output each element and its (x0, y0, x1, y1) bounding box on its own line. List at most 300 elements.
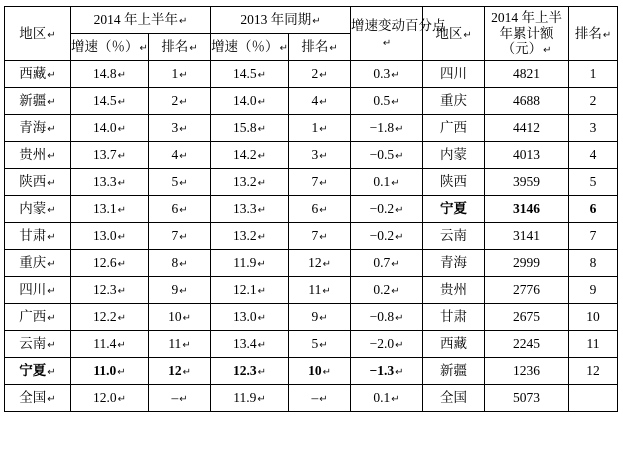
header-growth-2013-label: 增速（％） (211, 39, 279, 55)
paragraph-mark-icon: ↵ (179, 394, 188, 406)
cell-rank-right (569, 277, 618, 304)
paragraph-mark-icon: ↵ (117, 394, 126, 406)
cell-change-points-value: 0.1 (373, 174, 391, 190)
cell-amount (485, 169, 569, 196)
paragraph-mark-icon: ↵ (179, 16, 188, 28)
cell-rank-2013 (289, 115, 351, 142)
header-growth-2014 (71, 34, 149, 61)
cell-change-points (351, 358, 423, 385)
cell-region-left (5, 223, 71, 250)
paragraph-mark-icon: ↵ (319, 394, 328, 406)
paragraph-mark-icon: ↵ (117, 367, 126, 379)
cell-rank-2014-value: 2 (171, 93, 179, 109)
cell-growth-2014-value: 14.8 (92, 66, 117, 82)
table-row (5, 61, 618, 88)
cell-growth-2014-value: 14.0 (92, 120, 117, 136)
cell-rank-right (569, 223, 618, 250)
cell-amount-value: 4688 (513, 93, 541, 109)
cell-rank-2014 (149, 385, 211, 412)
cell-rank-right (569, 250, 618, 277)
table-row (5, 385, 618, 412)
paragraph-mark-icon: ↵ (47, 259, 56, 271)
cell-rank-2014 (149, 358, 211, 385)
cell-rank-2013 (289, 250, 351, 277)
cell-rank-2014-value: 6 (171, 201, 179, 217)
paragraph-mark-icon: ↵ (179, 259, 188, 271)
header-growth-2013 (211, 34, 289, 61)
cell-growth-2014-value: 11.4 (93, 336, 117, 352)
cell-amount-value: 2675 (513, 309, 541, 325)
cell-amount-value: 4821 (513, 66, 541, 82)
cell-region-left (5, 115, 71, 142)
header-group-2013same (211, 7, 351, 34)
cell-growth-2014-value: 14.5 (92, 93, 117, 109)
cell-change-points (351, 277, 423, 304)
cell-region-right-value: 青海 (440, 255, 468, 271)
cell-amount-value: 3146 (513, 201, 541, 217)
cell-region-right (423, 88, 485, 115)
paragraph-mark-icon: ↵ (319, 340, 328, 352)
header-group-2013same-label: 2013 年同期 (240, 12, 312, 28)
paragraph-mark-icon: ↵ (117, 178, 126, 190)
cell-growth-2013 (211, 304, 289, 331)
cell-rank-right (569, 331, 618, 358)
cell-rank-2014-value: 10 (168, 309, 182, 325)
header-rank-2014-label: 排名 (161, 39, 189, 55)
cell-rank-2014 (149, 277, 211, 304)
cell-growth-2014-value: 12.0 (92, 390, 117, 406)
cell-rank-right-value: 1 (589, 66, 597, 82)
cell-region-left-value: 西藏 (19, 66, 47, 82)
cell-rank-right-value: 6 (589, 201, 597, 217)
paragraph-mark-icon: ↵ (182, 313, 191, 325)
paragraph-mark-icon: ↵ (47, 232, 56, 244)
cell-region-right (423, 331, 485, 358)
cell-region-left (5, 61, 71, 88)
cell-rank-2013 (289, 88, 351, 115)
paragraph-mark-icon: ↵ (322, 367, 331, 379)
cell-rank-right (569, 196, 618, 223)
cell-rank-2014 (149, 169, 211, 196)
paragraph-mark-icon: ↵ (279, 43, 288, 55)
cell-rank-2014-value: 7 (171, 228, 179, 244)
cell-rank-2014-value: 11 (168, 336, 182, 352)
cell-rank-2014-value: 12 (168, 363, 182, 379)
paragraph-mark-icon: ↵ (179, 286, 188, 298)
cell-growth-2014-value: 13.1 (92, 201, 117, 217)
table-row (5, 331, 618, 358)
cell-amount-value: 2999 (513, 255, 541, 271)
cell-rank-2013-value: 3 (311, 147, 319, 163)
cell-amount-value: 3141 (513, 228, 541, 244)
cell-rank-right-value: 11 (586, 336, 600, 352)
cell-rank-right-value: 10 (586, 309, 600, 325)
cell-growth-2014-value: 12.2 (92, 309, 117, 325)
cell-rank-2014 (149, 304, 211, 331)
paragraph-mark-icon: ↵ (319, 178, 328, 190)
paragraph-mark-icon: ↵ (395, 367, 404, 379)
cell-change-points (351, 88, 423, 115)
cell-region-right-value: 陕西 (440, 174, 468, 190)
paragraph-mark-icon: ↵ (319, 313, 328, 325)
cell-change-points (351, 250, 423, 277)
cell-region-right-value: 广西 (440, 120, 468, 136)
cell-growth-2013-value: 14.5 (233, 66, 257, 82)
header-rank-right (569, 7, 618, 61)
header-region-right (423, 7, 485, 61)
paragraph-mark-icon: ↵ (319, 70, 328, 82)
table-row (5, 304, 618, 331)
paragraph-mark-icon: ↵ (117, 97, 126, 109)
paragraph-mark-icon: ↵ (395, 124, 404, 136)
cell-rank-2014-value: 5 (171, 174, 179, 190)
cell-rank-2013 (289, 196, 351, 223)
cell-growth-2014 (71, 277, 149, 304)
cell-region-right (423, 169, 485, 196)
table-row (5, 358, 618, 385)
cell-growth-2013-value: 13.2 (233, 228, 257, 244)
cell-region-right-value: 新疆 (440, 363, 468, 379)
table-body (5, 61, 618, 412)
cell-rank-2013-value: 7 (311, 228, 319, 244)
paragraph-mark-icon: ↵ (117, 151, 126, 163)
header-region-left-label: 地区 (19, 25, 47, 41)
paragraph-mark-icon: ↵ (117, 340, 126, 352)
paragraph-mark-icon: ↵ (179, 178, 188, 190)
cell-change-points-value: 0.2 (373, 282, 391, 298)
cell-growth-2014 (71, 331, 149, 358)
cell-growth-2014-value: 12.3 (92, 282, 117, 298)
cell-rank-2013-value: 5 (311, 336, 319, 352)
cell-growth-2014-value: 12.6 (92, 255, 117, 271)
paragraph-mark-icon: ↵ (391, 259, 400, 271)
paragraph-mark-icon: ↵ (47, 70, 56, 82)
cell-rank-right (569, 385, 618, 412)
paragraph-mark-icon: ↵ (47, 29, 56, 41)
cell-region-right-value: 全国 (440, 390, 468, 406)
cell-rank-2013 (289, 304, 351, 331)
paragraph-mark-icon: ↵ (463, 29, 472, 41)
cell-change-points-value: −0.2 (369, 228, 395, 244)
cell-amount (485, 88, 569, 115)
header-region-right-label: 地区 (435, 25, 463, 41)
cell-growth-2014 (71, 250, 149, 277)
paragraph-mark-icon: ↵ (179, 232, 188, 244)
paragraph-mark-icon: ↵ (395, 313, 404, 325)
cell-change-points (351, 142, 423, 169)
header-rank-2014 (149, 34, 211, 61)
cell-rank-right (569, 304, 618, 331)
cell-change-points-value: −0.5 (369, 147, 395, 163)
cell-growth-2013 (211, 115, 289, 142)
cell-region-right-value: 甘肃 (440, 309, 468, 325)
cell-rank-right (569, 169, 618, 196)
statistics-table (4, 6, 618, 412)
cell-rank-2014-value: 1 (171, 66, 179, 82)
cell-rank-2013-value: 10 (308, 363, 322, 379)
paragraph-mark-icon: ↵ (329, 43, 338, 55)
paragraph-mark-icon: ↵ (319, 151, 328, 163)
cell-rank-right (569, 61, 618, 88)
cell-rank-2013-value: 2 (311, 66, 319, 82)
paragraph-mark-icon: ↵ (182, 340, 191, 352)
cell-growth-2013 (211, 142, 289, 169)
cell-region-right (423, 115, 485, 142)
cell-rank-right (569, 142, 618, 169)
table-row (5, 142, 618, 169)
cell-change-points-value: −2.0 (369, 336, 395, 352)
cell-rank-right-value: 3 (589, 120, 597, 136)
cell-rank-2014-value: 9 (171, 282, 179, 298)
cell-region-left-value: 宁夏 (19, 363, 47, 379)
paragraph-mark-icon: ↵ (182, 367, 191, 379)
cell-region-right (423, 61, 485, 88)
cell-rank-right (569, 88, 618, 115)
cell-rank-2013 (289, 169, 351, 196)
paragraph-mark-icon: ↵ (391, 286, 400, 298)
cell-rank-right-value: 12 (586, 363, 600, 379)
cell-rank-right (569, 115, 618, 142)
paragraph-mark-icon: ↵ (47, 367, 56, 379)
cell-rank-2013 (289, 277, 351, 304)
paragraph-mark-icon: ↵ (257, 367, 267, 379)
cell-region-right-value: 内蒙 (440, 147, 468, 163)
cell-rank-right (569, 358, 618, 385)
cell-growth-2013 (211, 61, 289, 88)
paragraph-mark-icon: ↵ (139, 43, 148, 55)
cell-change-points-value: −0.2 (369, 201, 395, 217)
cell-amount-value: 3959 (513, 174, 541, 190)
cell-change-points (351, 223, 423, 250)
cell-region-right-value: 云南 (440, 228, 468, 244)
cell-region-right (423, 277, 485, 304)
cell-growth-2014 (71, 304, 149, 331)
paragraph-mark-icon: ↵ (257, 178, 267, 190)
paragraph-mark-icon: ↵ (257, 124, 267, 136)
table-row (5, 169, 618, 196)
cell-region-left (5, 196, 71, 223)
cell-growth-2013 (211, 331, 289, 358)
cell-change-points (351, 304, 423, 331)
cell-rank-2014 (149, 331, 211, 358)
cell-rank-2013-value: 7 (311, 174, 319, 190)
paragraph-mark-icon: ↵ (322, 259, 331, 271)
cell-rank-2013 (289, 223, 351, 250)
cell-amount-value: 4013 (513, 147, 541, 163)
cell-change-points (351, 169, 423, 196)
cell-region-right (423, 358, 485, 385)
cell-region-left (5, 250, 71, 277)
paragraph-mark-icon: ↵ (189, 43, 198, 55)
cell-growth-2013 (211, 223, 289, 250)
cell-amount (485, 61, 569, 88)
cell-rank-2013-value: 9 (311, 309, 319, 325)
cell-region-right-value: 西藏 (440, 336, 468, 352)
cell-amount-value: 2245 (513, 336, 541, 352)
header-change-points-label: 增速变动百分点 (351, 17, 446, 33)
cell-growth-2014 (71, 358, 149, 385)
paragraph-mark-icon: ↵ (47, 394, 56, 406)
header-growth-2014-label: 增速（％） (71, 39, 139, 55)
cell-rank-2013-value: 11 (308, 282, 322, 298)
cell-growth-2014-value: 11.0 (93, 363, 117, 379)
cell-region-left (5, 142, 71, 169)
paragraph-mark-icon: ↵ (395, 232, 404, 244)
cell-region-left (5, 88, 71, 115)
cell-growth-2014 (71, 88, 149, 115)
cell-amount (485, 277, 569, 304)
header-region-left (5, 7, 71, 61)
cell-region-right (423, 385, 485, 412)
cell-growth-2014 (71, 223, 149, 250)
table-row (5, 88, 618, 115)
cell-rank-2013-value: 6 (311, 201, 319, 217)
cell-amount-value: 2776 (513, 282, 541, 298)
cell-growth-2014-value: 13.3 (92, 174, 117, 190)
cell-rank-2014-value: – (171, 390, 179, 406)
cell-change-points-value: 0.1 (373, 390, 391, 406)
header-group-2014h1-label: 2014 年上半年 (93, 12, 178, 28)
cell-region-right-value: 四川 (440, 66, 468, 82)
cell-amount-value: 4412 (513, 120, 541, 136)
cell-amount-value: 1236 (513, 363, 541, 379)
paragraph-mark-icon: ↵ (257, 394, 266, 406)
cell-rank-right-value: 5 (589, 174, 597, 190)
cell-amount (485, 223, 569, 250)
document-page (0, 6, 623, 474)
cell-change-points-value: 0.7 (373, 255, 391, 271)
cell-growth-2013 (211, 88, 289, 115)
cell-change-points (351, 331, 423, 358)
cell-growth-2013-value: 12.3 (233, 363, 257, 379)
paragraph-mark-icon: ↵ (257, 340, 267, 352)
cell-rank-2014 (149, 250, 211, 277)
paragraph-mark-icon: ↵ (319, 124, 328, 136)
paragraph-mark-icon: ↵ (257, 97, 267, 109)
paragraph-mark-icon: ↵ (391, 394, 400, 406)
cell-growth-2013-value: 11.9 (233, 390, 257, 406)
cell-change-points-value: −1.3 (369, 363, 395, 379)
cell-rank-2014-value: 4 (171, 147, 179, 163)
cell-growth-2013-value: 12.1 (233, 282, 257, 298)
paragraph-mark-icon: ↵ (322, 286, 331, 298)
paragraph-mark-icon: ↵ (47, 286, 56, 298)
paragraph-mark-icon: ↵ (179, 151, 188, 163)
cell-rank-right-value: 9 (589, 282, 597, 298)
cell-growth-2014 (71, 196, 149, 223)
cell-region-left (5, 358, 71, 385)
paragraph-mark-icon: ↵ (319, 97, 328, 109)
cell-rank-right-value: 2 (589, 93, 597, 109)
cell-change-points-value: 0.3 (373, 66, 391, 82)
cell-region-left-value: 陕西 (19, 174, 47, 190)
cell-region-left (5, 304, 71, 331)
paragraph-mark-icon: ↵ (395, 340, 404, 352)
cell-rank-2013 (289, 385, 351, 412)
cell-rank-2013-value: 1 (311, 120, 319, 136)
cell-region-left (5, 169, 71, 196)
paragraph-mark-icon: ↵ (602, 29, 612, 41)
paragraph-mark-icon: ↵ (179, 97, 188, 109)
cell-growth-2013-value: 14.0 (233, 93, 257, 109)
table-row (5, 196, 618, 223)
cell-growth-2013-value: 13.3 (233, 201, 257, 217)
paragraph-mark-icon: ↵ (319, 232, 328, 244)
cell-region-left-value: 内蒙 (19, 201, 47, 217)
cell-growth-2013-value: 15.8 (233, 120, 257, 136)
header-rank-2013-label: 排名 (301, 39, 329, 55)
paragraph-mark-icon: ↵ (257, 313, 267, 325)
table-row (5, 223, 618, 250)
paragraph-mark-icon: ↵ (543, 45, 552, 57)
paragraph-mark-icon: ↵ (117, 313, 126, 325)
paragraph-mark-icon: ↵ (47, 313, 56, 325)
header-change-points (351, 7, 446, 61)
paragraph-mark-icon: ↵ (47, 124, 56, 136)
cell-region-left-value: 全国 (19, 390, 47, 406)
cell-rank-2014-value: 8 (171, 255, 179, 271)
paragraph-mark-icon: ↵ (257, 259, 266, 271)
cell-amount (485, 304, 569, 331)
paragraph-mark-icon: ↵ (117, 205, 126, 217)
cell-rank-2014 (149, 142, 211, 169)
cell-amount (485, 142, 569, 169)
cell-change-points-value: −1.8 (369, 120, 395, 136)
cell-growth-2014 (71, 169, 149, 196)
cell-growth-2013 (211, 385, 289, 412)
cell-growth-2014 (71, 115, 149, 142)
paragraph-mark-icon: ↵ (312, 16, 321, 28)
paragraph-mark-icon: ↵ (257, 286, 267, 298)
cell-growth-2013-value: 13.0 (233, 309, 257, 325)
cell-amount-value: 5073 (513, 390, 541, 406)
cell-region-left-value: 新疆 (19, 93, 47, 109)
cell-amount (485, 331, 569, 358)
table-header (5, 7, 618, 61)
paragraph-mark-icon: ↵ (319, 205, 328, 217)
header-rank-2013 (289, 34, 351, 61)
cell-region-right-value: 重庆 (440, 93, 468, 109)
paragraph-mark-icon: ↵ (47, 178, 56, 190)
cell-rank-2013-value: 4 (311, 93, 319, 109)
table-row (5, 115, 618, 142)
cell-rank-2014 (149, 223, 211, 250)
paragraph-mark-icon: ↵ (391, 178, 400, 190)
header-amount-2014h1-label: 2014 年上半年累计额（元） (491, 10, 562, 57)
cell-region-right-value: 宁夏 (440, 201, 468, 217)
cell-change-points-value: −0.8 (369, 309, 395, 325)
cell-rank-2014 (149, 61, 211, 88)
cell-growth-2013 (211, 169, 289, 196)
cell-change-points (351, 385, 423, 412)
cell-region-left-value: 青海 (19, 120, 47, 136)
cell-amount (485, 115, 569, 142)
cell-change-points (351, 61, 423, 88)
cell-change-points (351, 196, 423, 223)
paragraph-mark-icon: ↵ (117, 232, 126, 244)
cell-region-right (423, 250, 485, 277)
cell-growth-2013-value: 13.2 (233, 174, 257, 190)
cell-growth-2013-value: 13.4 (233, 336, 257, 352)
paragraph-mark-icon: ↵ (47, 151, 56, 163)
paragraph-mark-icon: ↵ (382, 37, 392, 49)
cell-amount (485, 385, 569, 412)
cell-rank-right-value: 8 (589, 255, 597, 271)
cell-growth-2013 (211, 358, 289, 385)
cell-region-right (423, 196, 485, 223)
cell-amount (485, 358, 569, 385)
cell-rank-2014 (149, 196, 211, 223)
